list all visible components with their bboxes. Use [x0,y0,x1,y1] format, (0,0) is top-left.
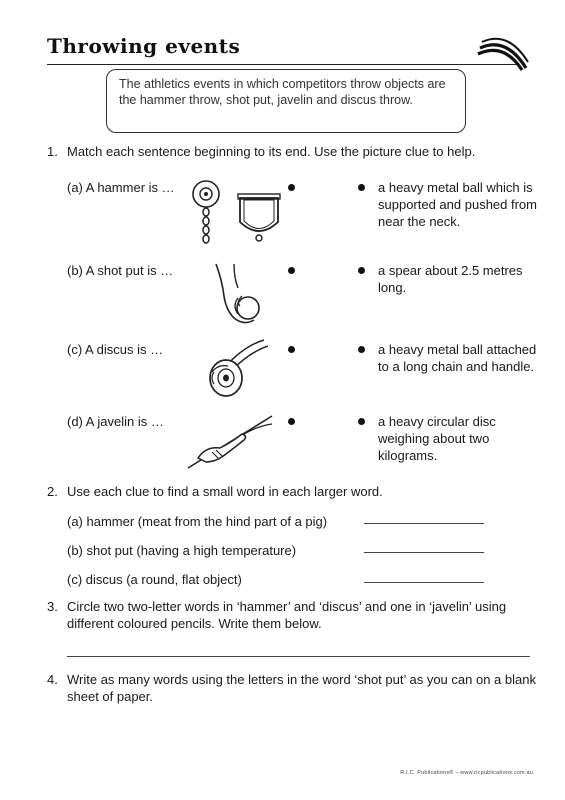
match-item-c-label: (c) A discus is … [67,342,164,357]
clue-c-label: (c) discus (a round, flat object) [67,572,242,587]
match-dot-right-d[interactable] [358,418,365,425]
javelin-icon [186,412,276,472]
question-number: 3. [47,599,58,614]
swoosh-logo-icon [478,28,528,72]
question-4 [47,671,547,707]
match-dot-right-a[interactable] [358,184,365,191]
intro-box: The athletics events in which competitors throw objects are the hammer throw, shot put, javelin and discus throw. [106,69,466,133]
match-item-a-label: (a) A hammer is … [67,180,175,195]
match-dot-right-c[interactable] [358,346,365,353]
discus-icon [204,336,274,402]
question-2 [47,483,547,501]
question-3 [47,598,547,634]
publisher-footer: R.I.C. Publications® – www.ricpublications.com.au [400,770,533,776]
match-dot-left-a[interactable] [288,184,295,191]
match-ending-c: a heavy metal ball attached to a long chain and handle. [378,342,537,374]
match-dot-right-b[interactable] [358,267,365,274]
question-text: Match each sentence beginning to its end. Use the picture clue to help. [67,144,476,159]
hammer-icon [188,178,284,248]
question-text: Circle two two-letter words in ‘hammer’ and ‘discus’ and one in ‘javelin’ using different coloured pencils. Write them below. [67,599,507,631]
question-number: 2. [47,484,58,499]
clue-b-label: (b) shot put (having a high temperature) [67,543,297,558]
match-dot-left-c[interactable] [288,346,295,353]
page-title: Throwing events [47,34,241,58]
question-1 [47,143,547,161]
match-item-d-label: (d) A javelin is … [67,414,164,429]
match-dot-left-d[interactable] [288,418,295,425]
clue-a-label: (a) hammer (meat from the hind part of a pig) [67,514,328,529]
shot-put-icon [212,262,272,332]
title-underline [47,64,517,65]
match-item-b-label: (b) A shot put is … [67,263,174,278]
match-ending-b: a spear about 2.5 metres long. [378,263,523,295]
q3-answer-line[interactable] [67,656,530,657]
match-dot-left-b[interactable] [288,267,295,274]
question-number: 4. [47,672,58,687]
question-text: Use each clue to find a small word in each larger word. [67,484,383,499]
clue-c-answer-line[interactable] [364,582,484,583]
question-number: 1. [47,144,58,159]
question-text: Write as many words using the letters in the word ‘shot put’ as you can on a blank sheet of paper. [67,672,536,704]
match-ending-d: a heavy circular disc weighing about two kilograms. [378,414,496,463]
match-ending-a: a heavy metal ball which is supported and pushed from near the neck. [378,180,537,229]
clue-a-answer-line[interactable] [364,523,484,524]
clue-b-answer-line[interactable] [364,552,484,553]
